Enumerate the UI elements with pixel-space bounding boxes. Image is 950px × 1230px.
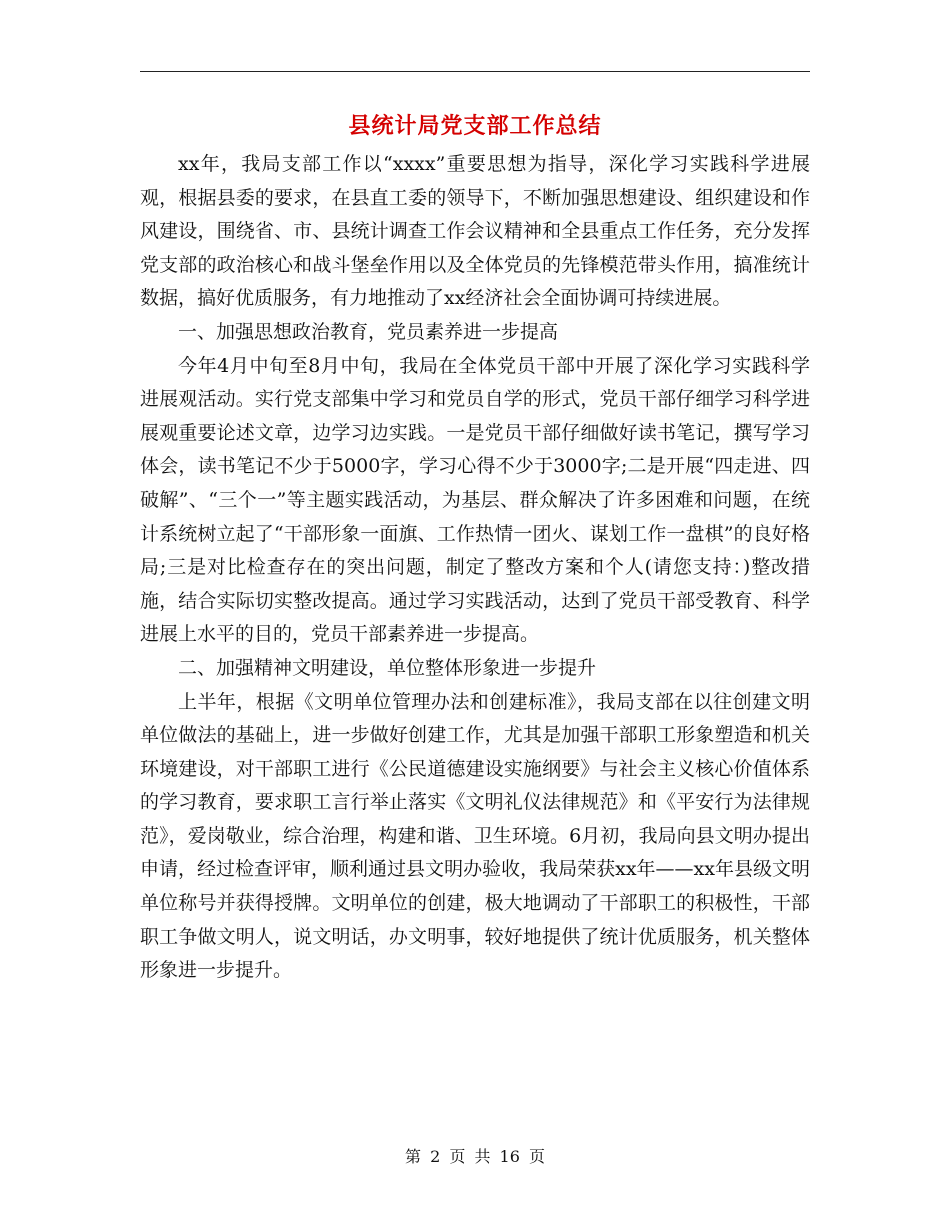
header-rule bbox=[140, 71, 810, 72]
section-heading-2: 二、加强精神文明建设，单位整体形象进一步提升 bbox=[178, 656, 597, 679]
paragraph-intro: xx年，我局支部工作以“xxxx”重要思想为指导，深化学习实践科学进展观，根据县委的要求，在县直工委的领导下，不断加强思想建设、组织建设和作风建设，围绕省、市、县统计调查工作会议精神和全县重点工作任务，充分发挥党支部的政治核心和战斗堡垒作用以及全体党员的先锋模范带头作用，搞准统计数据，搞好优质服务，有力地推动了xx经济社会全面协调可持续进展。 bbox=[140, 153, 810, 310]
document-title: 县统计局党支部工作总结 bbox=[348, 113, 602, 139]
paragraph-section-2: 上半年，根据《文明单位管理办法和创建标准》，我局支部在以往创建文明单位做法的基础上，进一步做好创建工作，尤其是加强干部职工形象塑造和机关环境建设，对干部职工进行《公民道德建设实施纲要》与社会主义核心价值体系的学习教育，要求职工言行举止落实《文明礼仪法律规范》和《平安行为法律规范》，爱岗敬业，综合治理，构建和谐、卫生环境。6月初，我局向县文明办提出申请，经过检查评审，顺利通过县文明办验收，我局荣获xx年——xx年县级文明单位称号并获得授牌。文明单位的创建，极大地调动了干部职工的积极性，干部职工争做文明人，说文明话，办文明事，较好地提供了统计优质服务，机关整体形象进一步提升。 bbox=[140, 690, 810, 982]
section-heading-1: 一、加强思想政治教育，党员素养进一步提高 bbox=[178, 320, 559, 343]
paragraph-section-1: 今年4月中旬至8月中旬，我局在全体党员干部中开展了深化学习实践科学进展观活动。实行党支部集中学习和党员自学的形式，党员干部仔细学习科学进展观重要论述文章，边学习边实践。一是党员干部仔细做好读书笔记，撰写学习体会，读书笔记不少于5000字，学习心得不少于3000字;二是开展“四走进、四破解”、“三个一”等主题实践活动，为基层、群众解决了许多困难和问题，在统计系统树立起了“干部形象一面旗、工作热情一团火、谋划工作一盘棋”的良好格局;三是对比检查存在的突出问题，制定了整改方案和个人(请您支持：)整改措施，结合实际切实整改提高。通过学习实践活动，达到了党员干部受教育、科学进展上水平的目的，党员干部素养进一步提高。 bbox=[140, 354, 810, 646]
document-body bbox=[140, 148, 810, 988]
page-number-footer: 第 2 页 共 16 页 bbox=[405, 1147, 545, 1166]
